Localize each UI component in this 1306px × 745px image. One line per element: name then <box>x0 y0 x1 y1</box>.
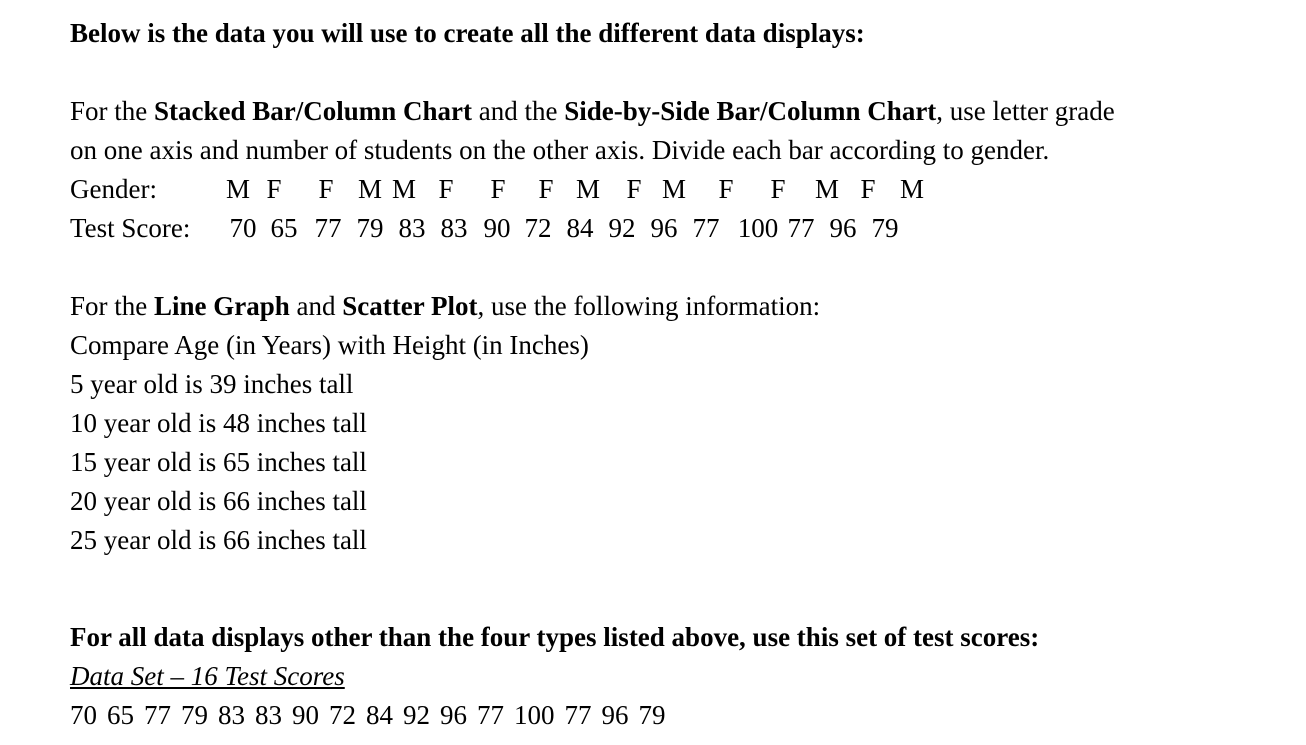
test-score-value: 96 <box>650 213 678 243</box>
gender-value: F <box>490 174 506 204</box>
side-by-side-bar-term: Side-by-Side Bar/Column Chart <box>564 96 937 126</box>
gender-value: F <box>438 174 454 204</box>
compare-age-height: Compare Age (in Years) with Height (in Inches) <box>70 330 589 360</box>
dataset-value: 77 <box>477 700 504 730</box>
gender-value: M <box>357 174 382 204</box>
test-score-value: 84 <box>566 213 594 243</box>
scatter-plot-term: Scatter Plot <box>342 291 478 321</box>
dataset-value: 90 <box>292 700 319 730</box>
dataset-value: 83 <box>255 700 282 730</box>
dataset-value: 100 <box>514 700 555 730</box>
line-graph-term: Line Graph <box>154 291 290 321</box>
gender-value: F <box>266 174 282 204</box>
dataset-title: Data Set – 16 Test Scores <box>70 661 345 691</box>
gender-label: Gender: <box>70 174 157 204</box>
dataset-value: 79 <box>638 700 666 730</box>
test-score-value: 77 <box>314 213 342 243</box>
dataset-value: 70 <box>70 700 97 730</box>
test-score-value: 100 <box>737 213 779 243</box>
age-height-item: 15 year old is 65 inches tall <box>70 447 367 477</box>
dataset-value: 65 <box>107 700 134 730</box>
gender-value: F <box>538 174 554 204</box>
gender-row <box>70 170 1300 209</box>
gender-value: M <box>575 174 600 204</box>
dataset-value: 84 <box>366 700 393 730</box>
test-score-value: 79 <box>871 213 899 243</box>
test-score-value: 79 <box>356 213 384 243</box>
stacked-bar-term: Stacked Bar/Column Chart <box>154 96 473 126</box>
dataset-value: 72 <box>329 700 356 730</box>
age-height-item: 5 year old is 39 inches tall <box>70 369 354 399</box>
dataset-value: 79 <box>181 700 208 730</box>
gender-value: M <box>225 174 250 204</box>
test-score-value: 92 <box>608 213 636 243</box>
test-score-value: 77 <box>787 213 815 243</box>
gender-value: F <box>318 174 334 204</box>
test-score-value: 77 <box>692 213 720 243</box>
dataset-value: 77 <box>144 700 171 730</box>
gender-value: M <box>391 174 416 204</box>
age-height-item: 25 year old is 66 inches tall <box>70 525 367 555</box>
gender-value: F <box>626 174 642 204</box>
test-score-value: 83 <box>440 213 468 243</box>
bar-instructions-line-1: For the Stacked Bar/Column Chart and the Side-by-Side Bar/Column Chart, use letter grade <box>70 96 1115 126</box>
dataset-value: 92 <box>403 700 430 730</box>
test-score-row <box>70 209 1300 248</box>
intro-heading: Below is the data you will use to create all the different data displays: <box>70 18 865 48</box>
gender-value: M <box>899 174 924 204</box>
test-score-value: 65 <box>270 213 298 243</box>
age-height-item: 10 year old is 48 inches tall <box>70 408 367 438</box>
final-heading: For all data displays other than the four types listed above, use this set of test scores: <box>70 622 1040 652</box>
test-score-value: 70 <box>229 213 257 243</box>
gender-value: F <box>770 174 786 204</box>
dataset-value: 83 <box>218 700 245 730</box>
document-page <box>70 14 1300 735</box>
dataset-value: 96 <box>440 700 467 730</box>
gender-value: F <box>718 174 734 204</box>
test-score-value: 96 <box>829 213 857 243</box>
dataset-values <box>70 696 1300 735</box>
gender-value: M <box>814 174 839 204</box>
test-score-value: 72 <box>524 213 552 243</box>
dataset-value: 77 <box>564 700 592 730</box>
test-score-value: 90 <box>483 213 511 243</box>
test-score-value: 83 <box>398 213 426 243</box>
bar-instructions-line-2: on one axis and number of students on the other axis. Divide each bar according to gender. <box>70 135 1050 165</box>
gender-value: M <box>661 174 686 204</box>
gender-value: F <box>860 174 876 204</box>
line-graph-instructions: For the Line Graph and Scatter Plot, use the following information: <box>70 291 821 321</box>
age-height-item: 20 year old is 66 inches tall <box>70 486 367 516</box>
test-score-label: Test Score: <box>70 213 191 243</box>
dataset-value: 96 <box>601 700 629 730</box>
